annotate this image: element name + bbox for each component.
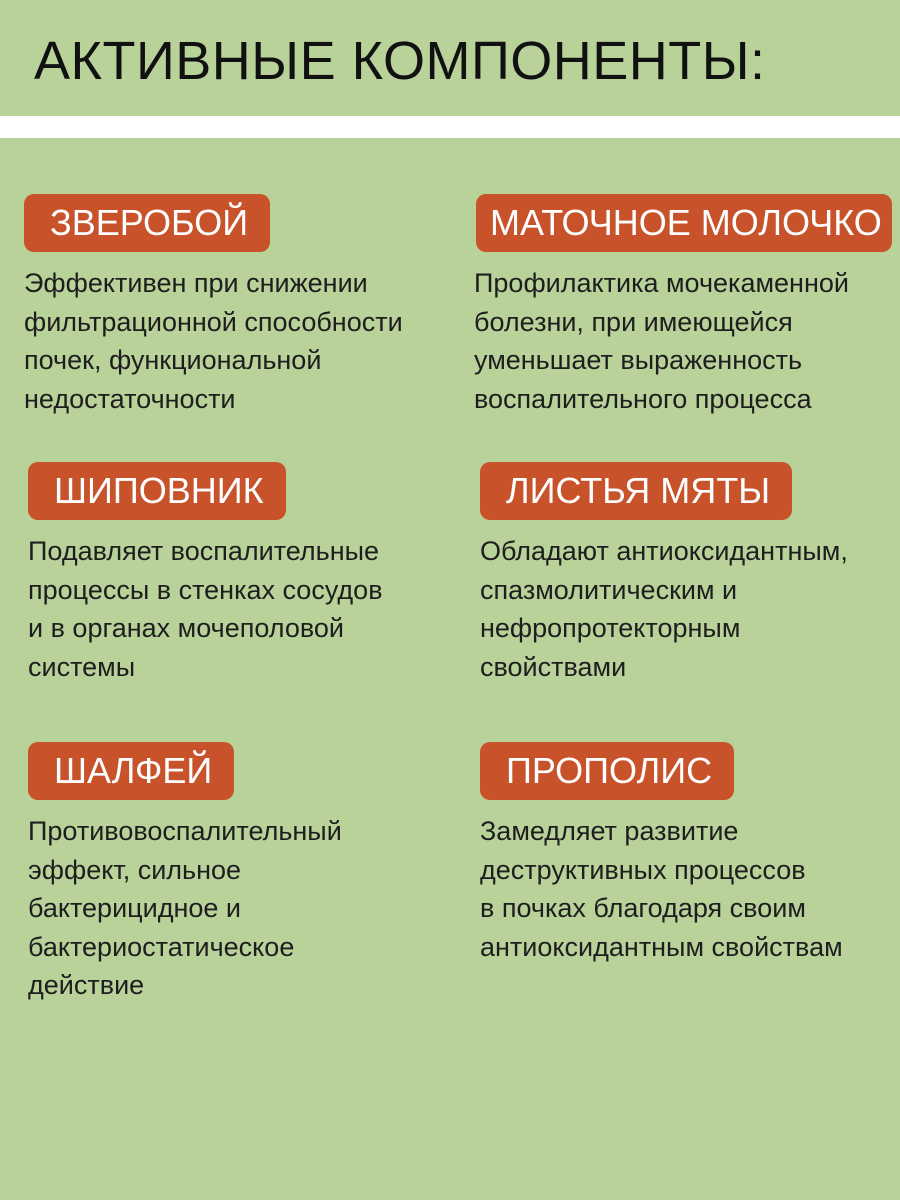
component-card-sage: [28, 742, 342, 1005]
component-card-propolis: [480, 742, 843, 966]
component-label: ШАЛФЕЙ: [28, 742, 234, 800]
component-card-royal-jelly: [476, 194, 892, 418]
component-description: Обладают антиоксидантным, спазмолитическим и нефропротекторным свойствами: [480, 536, 848, 682]
component-label: ЛИСТЬЯ МЯТЫ: [480, 462, 792, 520]
component-description: Подавляет воспалительные процессы в стенках сосудов и в органах мочеполовой системы: [28, 536, 383, 682]
page-title: АКТИВНЫЕ КОМПОНЕНТЫ:: [34, 31, 766, 91]
component-description: Замедляет развитие деструктивных процессов в почках благодаря своим антиоксидантным свойствам: [480, 816, 843, 962]
component-description: Эффективен при снижении фильтрационной способности почек, функциональной недостаточности: [24, 268, 403, 414]
component-card-rosehip: [28, 462, 383, 686]
component-label: МАТОЧНОЕ МОЛОЧКО: [476, 194, 892, 252]
component-label: ЗВЕРОБОЙ: [24, 194, 270, 252]
component-description: Профилактика мочекаменной болезни, при имеющейся уменьшает выраженность воспалительного процесса: [474, 268, 849, 414]
component-label: ШИПОВНИК: [28, 462, 286, 520]
header: [0, 0, 900, 116]
component-card-mint-leaves: [480, 462, 848, 686]
component-label: ПРОПОЛИС: [480, 742, 734, 800]
header-divider: [0, 116, 900, 138]
component-description: Противовоспалительный эффект, сильное бактерицидное и бактериостатическое действие: [28, 816, 342, 1000]
component-card-st-johns-wort: [24, 194, 403, 418]
